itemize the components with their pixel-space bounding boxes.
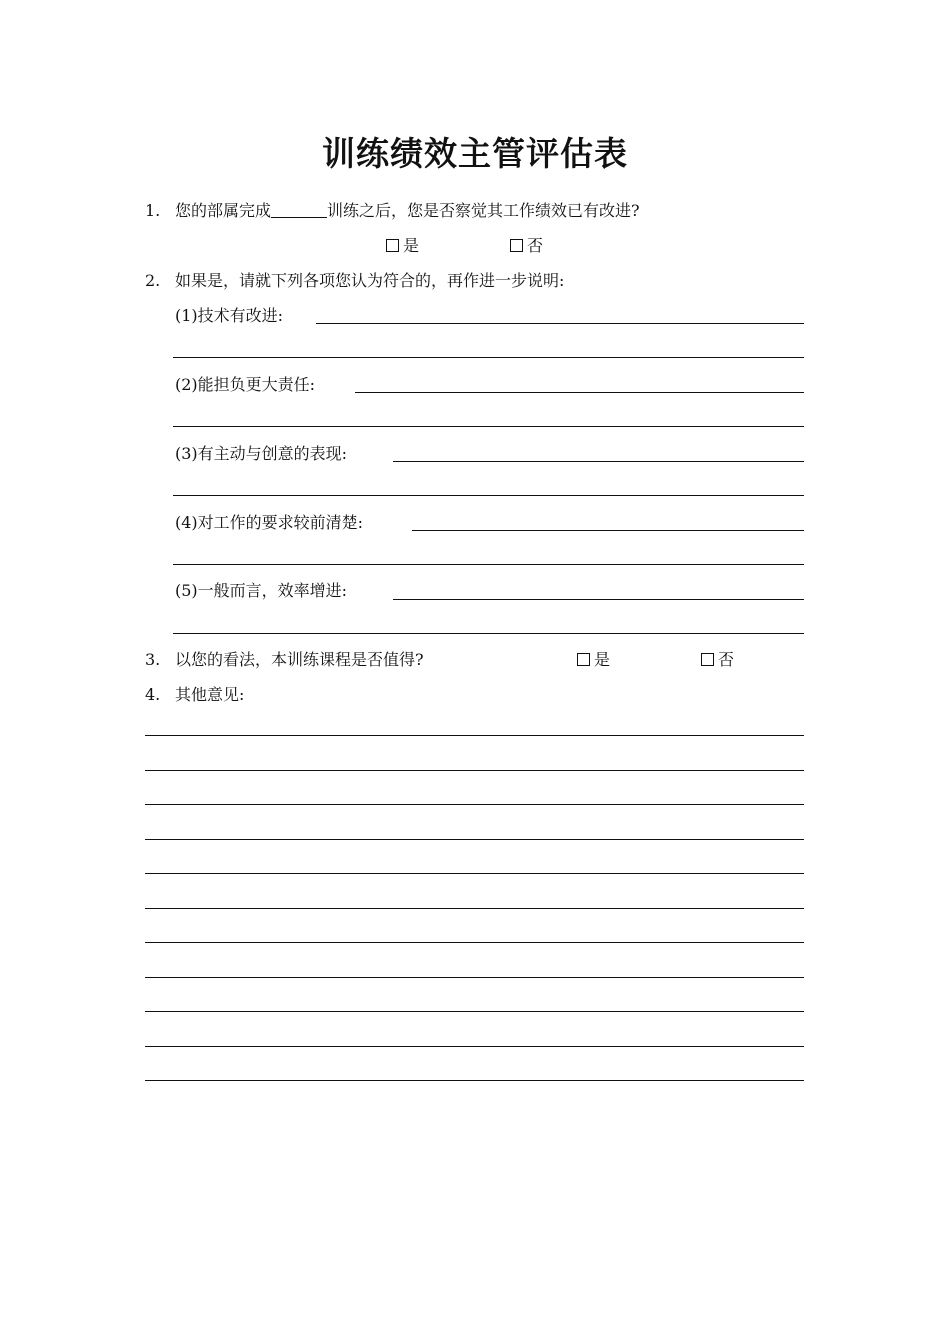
- comments-line[interactable]: [145, 1046, 804, 1047]
- q2-item-5-answer-line-2[interactable]: [173, 633, 804, 634]
- comments-line[interactable]: [145, 942, 804, 943]
- question-2-text: 如果是，请就下列各项您认为符合的，再作进一步说明:: [175, 271, 565, 290]
- comments-line[interactable]: [145, 839, 804, 840]
- question-1: [145, 200, 640, 222]
- question-3-number: 3.: [145, 650, 161, 669]
- q2-item-3-answer-line[interactable]: [393, 461, 804, 462]
- comments-line[interactable]: [145, 1011, 804, 1012]
- q2-item-1-answer-line-2[interactable]: [173, 357, 804, 358]
- q2-item-1-answer-line[interactable]: [316, 323, 804, 324]
- q2-item-5-answer-line[interactable]: [393, 599, 804, 600]
- comments-line[interactable]: [145, 1080, 804, 1081]
- form-title: 训练绩效主管评估表: [322, 134, 628, 173]
- question-1-text-after: 训练之后，您是否察觉其工作绩效已有改进?: [327, 201, 640, 220]
- q3-yes-option[interactable]: [577, 649, 610, 671]
- q2-item-2-label: (2)能担负更大责任:: [175, 375, 316, 394]
- q2-item-1-label: (1)技术有改进:: [175, 306, 284, 325]
- question-1-text-before: 您的部属完成: [175, 201, 272, 220]
- comments-line[interactable]: [145, 908, 804, 909]
- q3-yes-label: 是: [594, 650, 611, 669]
- question-4-text: 其他意见:: [175, 685, 245, 704]
- question-4: [145, 684, 244, 706]
- question-2-number: 2.: [145, 271, 161, 290]
- training-name-blank[interactable]: [271, 201, 327, 218]
- q1-yes-label: 是: [403, 236, 420, 255]
- q2-item-3-label: (3)有主动与创意的表现:: [175, 444, 348, 463]
- question-2: [145, 270, 564, 292]
- q1-yes-option[interactable]: [386, 235, 419, 257]
- q2-item-4-label: (4)对工作的要求较前清楚:: [175, 513, 364, 532]
- q2-item-3-answer-line-2[interactable]: [173, 495, 804, 496]
- q3-no-label: 否: [718, 650, 735, 669]
- q2-item-2-answer-line[interactable]: [355, 392, 804, 393]
- question-3: [145, 649, 424, 671]
- q3-no-option[interactable]: [701, 649, 734, 671]
- q1-yes-checkbox[interactable]: [386, 239, 399, 252]
- q2-item-2-answer-line-2[interactable]: [173, 426, 804, 427]
- comments-line[interactable]: [145, 735, 804, 736]
- question-4-number: 4.: [145, 685, 161, 704]
- q2-item-4-answer-line-2[interactable]: [173, 564, 804, 565]
- comments-line[interactable]: [145, 804, 804, 805]
- question-1-number: 1.: [145, 201, 161, 220]
- comments-line[interactable]: [145, 873, 804, 874]
- q3-yes-checkbox[interactable]: [577, 653, 590, 666]
- comments-line[interactable]: [145, 770, 804, 771]
- question-3-text: 以您的看法，本训练课程是否值得?: [175, 650, 424, 669]
- q2-item-4-answer-line[interactable]: [412, 530, 804, 531]
- q2-item-5-label: (5)一般而言，效率增进:: [175, 581, 348, 600]
- q1-no-label: 否: [527, 236, 544, 255]
- q1-no-option[interactable]: [510, 235, 543, 257]
- comments-line[interactable]: [145, 977, 804, 978]
- q3-no-checkbox[interactable]: [701, 653, 714, 666]
- q1-no-checkbox[interactable]: [510, 239, 523, 252]
